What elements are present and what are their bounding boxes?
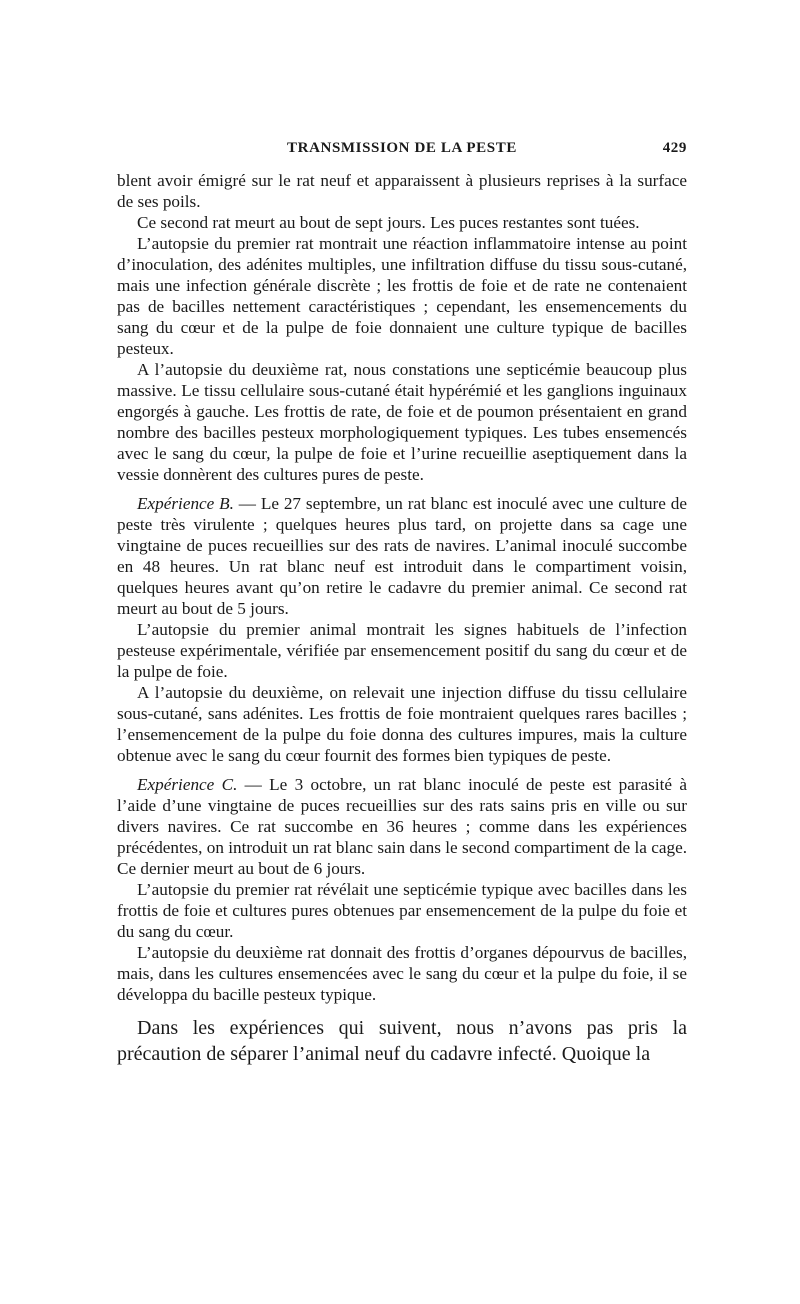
page-number: 429 (662, 140, 687, 156)
experience-c-heading: Expérience C. (137, 775, 238, 794)
paragraph-continuation: blent avoir émigré sur le rat neuf et apparaissent à plusieurs reprises à la surface de ses poils. (117, 171, 687, 211)
experience-b-heading: Expérience B. (137, 494, 234, 513)
paragraph: L’autopsie du premier rat révélait une septicémie typique avec bacilles dans les frottis de foie et cultures pures obtenues par ensemencement de la pulpe du foie et du sang du cœur. (117, 880, 687, 941)
experience-c-paragraph (117, 774, 687, 879)
running-head (117, 140, 687, 164)
paragraph: L’autopsie du premier animal montrait les signes habituels de l’infection pesteuse expérimentale, vérifiée par ensemencement positif du sang du cœur et de la pulpe de foie. (117, 620, 687, 681)
paragraph: L’autopsie du premier rat montrait une réaction inflammatoire intense au point d’inoculation, des adénites multiples, une infiltration diffuse du tissu sous-cutané, mais une infection générale discrète ; les frottis de foie et de rate ne contenaient pas de bacilles nettement caractéristiques ; cependant, les ensemencements du sang du cœur et de la pulpe de foie donnaient une culture typique de bacilles pesteux. (117, 234, 687, 358)
experience-b-text: — Le 27 septembre, un rat blanc est inoculé avec une culture de peste très virulente ; quelques heures plus tard, on projette dans sa cage une vingtaine de puces recueillies sur des rats de navires. L’animal inoculé succombe en 48 heures. Un rat blanc neuf est introduit dans le compartiment voisin, quelques heures avant qu’on retire le cadavre du premier animal. Ce second rat meurt au bout de 5 jours. (117, 494, 687, 618)
running-title: TRANSMISSION DE LA PESTE (287, 140, 517, 156)
page (117, 140, 687, 1067)
experience-c-text: — Le 3 octobre, un rat blanc inoculé de peste est parasité à l’aide d’une vingtaine de puces recueillies sur des rats sains pris en ville ou sur divers navires. Ce rat succombe en 36 heures ; comme dans les expériences précédentes, on introduit un rat blanc sain dans le second compartiment de la cage. Ce dernier meurt au bout de 6 jours. (117, 775, 687, 878)
body-text (117, 170, 687, 1005)
paragraph: A l’autopsie du deuxième, on relevait une injection diffuse du tissu cellulaire sous-cutané, sans adénites. Les frottis de foie montraient quelques rares bacilles ; l’ensemencement de la pulpe du foie donna des cultures impures, mais la culture obtenue avec le sang du cœur fournit des formes bien typiques de peste. (117, 683, 687, 765)
paragraph: L’autopsie du deuxième rat donnait des frottis d’organes dépourvus de bacilles, mais, dans les cultures ensemencées avec le sang du cœur et la pulpe du foie, il se développa du bacille pesteux typique. (117, 943, 687, 1004)
closing-text (117, 1015, 687, 1067)
paragraph: A l’autopsie du deuxième rat, nous constations une septicémie beaucoup plus massive. Le tissu cellulaire sous-cutané était hypérémié et les ganglions inguinaux engorgés à gauche. Les frottis de rate, de foie et de poumon présentaient en grand nombre des bacilles pesteux morphologiquement typiques. Les tubes ensemencés avec le sang du cœur, la pulpe de foie et l’urine recueillie aseptiquement dans la vessie donnèrent des cultures pures de peste. (117, 360, 687, 484)
paragraph: Ce second rat meurt au bout de sept jours. Les puces restantes sont tuées. (137, 213, 640, 232)
experience-b-paragraph (117, 493, 687, 619)
closing-paragraph: Dans les expériences qui suivent, nous n’avons pas pris la précaution de séparer l’animal neuf du cadavre infecté. Quoique la (117, 1017, 687, 1065)
